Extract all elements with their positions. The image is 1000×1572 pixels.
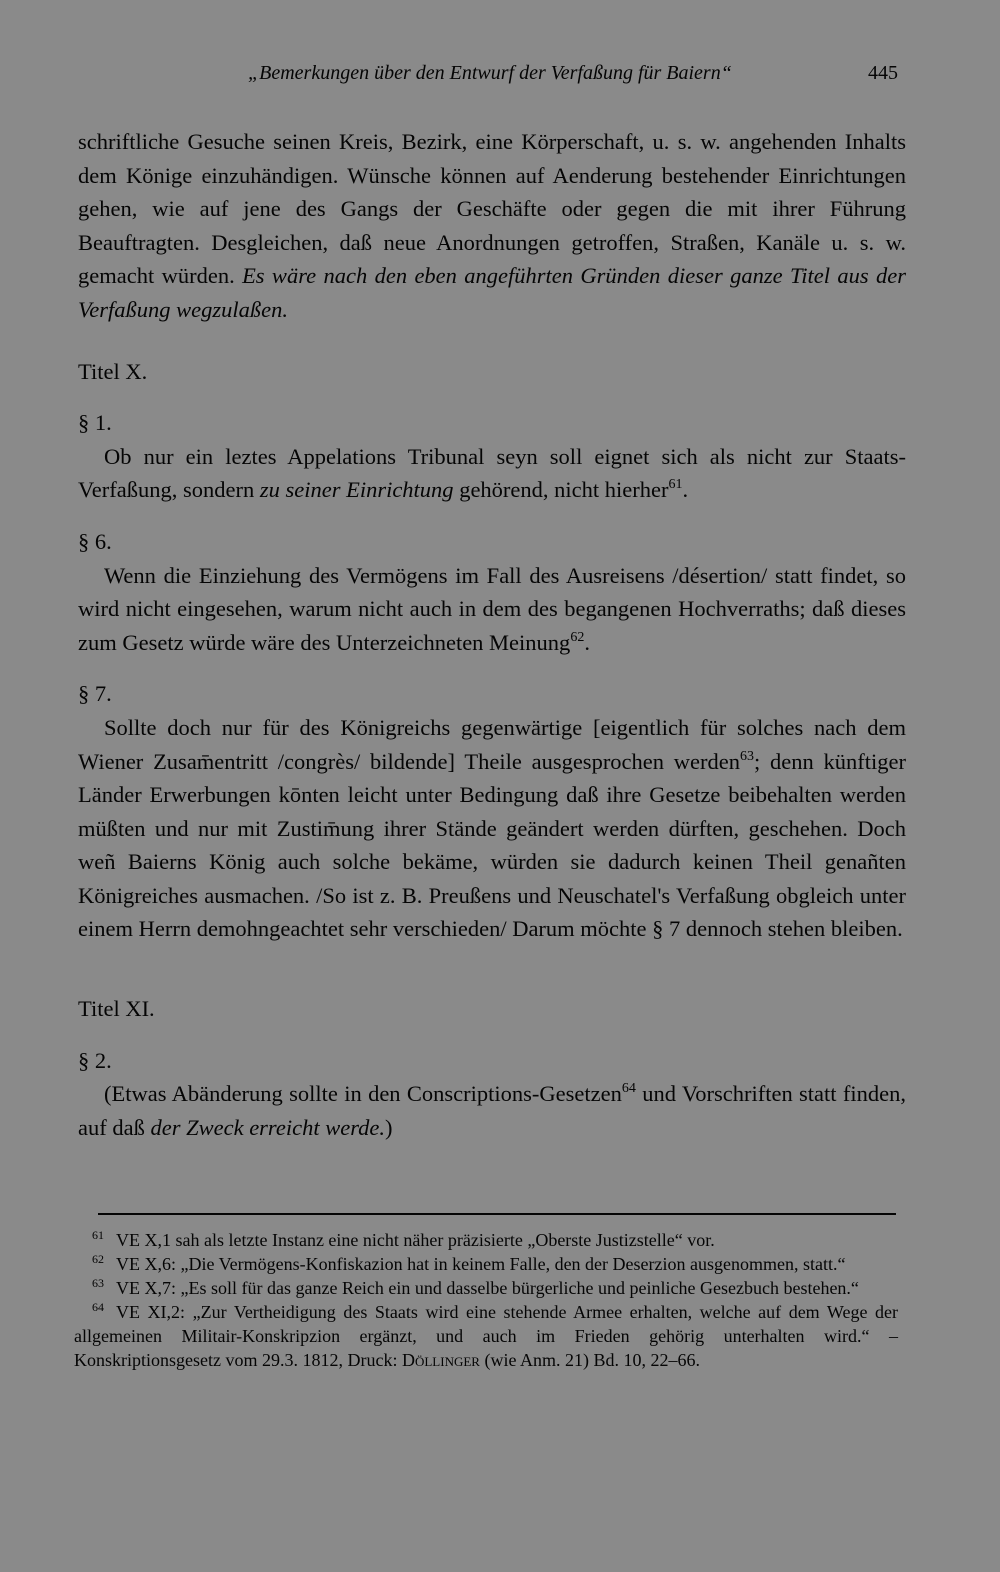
footnote-text: (wie Anm. 21) Bd. 10, 22–66.	[479, 1350, 700, 1370]
footnote-divider	[98, 1213, 896, 1215]
footnote-64	[74, 1300, 898, 1372]
section-2-italic-text: der Zweck erreicht werde.	[150, 1114, 385, 1140]
titel-x-heading: Titel X.	[78, 358, 148, 384]
section-2-text-part: (Etwas Abänderung sollte in den Conscriptions-Gesetzen	[104, 1081, 622, 1107]
section-6-sign: § 6.	[78, 528, 112, 554]
intro-paragraph	[78, 125, 906, 327]
section-1-text-part: gehörend, nicht hierher	[453, 477, 669, 503]
section-6-text	[78, 559, 906, 660]
footnote-62	[74, 1252, 898, 1276]
footnote-text: VE XI,2: „Zur Vertheidigung des Staats wird eine stehende Armee erhalten, welche auf dem Wege der allgemeinen Militair-Konskripzion ergänzt, und auch im Frieden gehörig unterhalten wird.“ – Konskriptionsgesetz vom 29.3. 1812, Druck:	[74, 1302, 898, 1370]
footnotes	[74, 1228, 898, 1372]
main-text	[78, 125, 906, 1144]
footnote-text: VE X,7: „Es soll für das ganze Reich ein und dasselbe bürgerliche und peinliche Gesezbuch bestehen.“	[116, 1278, 859, 1298]
section-2-text-part: und Vorschriften statt finden, auf daß	[78, 1081, 906, 1140]
running-title: „Bemerkungen über den Entwurf der Verfaßung für Baiern“	[248, 62, 732, 84]
section-1-text-part: .	[682, 477, 689, 503]
section-7-sign: § 7.	[78, 681, 112, 707]
section-2-text-part: )	[384, 1114, 393, 1140]
footnote-number: 64	[92, 1300, 104, 1314]
section-7-text-part: ; denn künftiger Länder Erwerbungen kōnten leicht unter Bedingung daß ihre Gesetze beibehalten werden müßten und nur mit Zustim̄ung ihrer Stände geändert werden dürften, geschehen. Doch weñ Baierns König auch solche bekäme, würden sie dadurch keinen Theil genañten Königreiches ausmachen. /So ist z. B. Preußens und Neuschatel's Verfaßung obgleich unter einem Herrn demohngeachtet sehr verschieden/ Darum möchte § 7 dennoch stehen bleiben.	[78, 748, 906, 942]
section-6-text-part: .	[584, 629, 590, 655]
section-1-italic-text: zu seiner Einrichtung	[259, 477, 454, 503]
page-number: 445	[868, 62, 898, 84]
footnote-ref-62: 62	[570, 629, 585, 645]
footnote-number: 61	[92, 1228, 104, 1242]
footnote-63	[74, 1276, 898, 1300]
section-7-text-part: Sollte doch nur für des Königreichs gegenwärtige [eigentlich für solches nach dem Wiener Zusam̄entritt /congrès/ bildende] Theile ausgesprochen werden	[78, 714, 906, 774]
titel-xi-heading: Titel XI.	[78, 996, 155, 1022]
section-2-sign: § 2.	[78, 1047, 112, 1073]
section-1-sign: § 1.	[78, 410, 112, 436]
section-1-text	[78, 440, 906, 507]
footnote-ref-64: 64	[621, 1081, 636, 1097]
footnote-text: VE X,1 sah als letzte Instanz eine nicht näher präzisierte „Oberste Justizstelle“ vor.	[116, 1230, 715, 1250]
section-7-text	[78, 711, 906, 946]
footnote-text: VE X,6: „Die Vermögens-Konfiskazion hat in keinem Falle, den der Deserzion ausgenommen, statt.“	[116, 1254, 846, 1274]
footnote-61	[74, 1228, 898, 1252]
intro-text: schriftliche Gesuche seinen Kreis, Bezirk, eine Körperschaft, u. s. w. angehenden Inhalts dem Könige einzuhändigen. Wünsche können auf Aenderung bestehender Einrichtungen gehen, wie auf jene des Gangs der Geschäfte oder gegen die mit ihrer Führung Beauftragten. Desgleichen, daß neue Anordnungen getroffen, Straßen, Kanäle u. s. w. gemacht würden.	[78, 129, 906, 289]
section-2-text	[78, 1077, 906, 1144]
section-1-text-part: Ob nur ein leztes Appelations Tribunal seyn soll eignet sich als nicht zur Staats-Verfaßung, sondern	[78, 443, 906, 503]
footnote-ref-63: 63	[740, 748, 755, 764]
footnote-author: Döllinger	[401, 1350, 480, 1370]
intro-italic-text: Es wäre nach den eben angeführten Gründen dieser ganze Titel aus der Verfaßung wegzulaßen.	[78, 263, 906, 322]
section-6-text-part: Wenn die Einziehung des Vermögens im Fall des Ausreisens /désertion/ statt findet, so wird nicht eingesehen, warum nicht auch in dem des begangenen Hochverraths; daß dieses zum Gesetz würde wäre des Unterzeichneten Meinung	[78, 562, 906, 655]
footnote-ref-61: 61	[668, 477, 683, 493]
footnote-number: 62	[92, 1252, 104, 1266]
running-header	[0, 58, 1000, 92]
footnote-number: 63	[92, 1276, 104, 1290]
